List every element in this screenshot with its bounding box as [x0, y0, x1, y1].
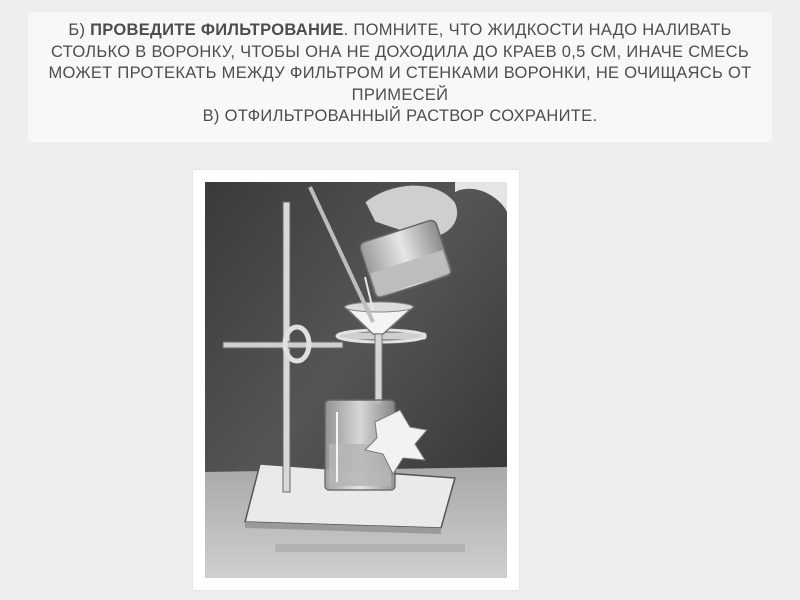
filtration-illustration: [205, 182, 507, 578]
instruction-text: [28, 20, 772, 128]
step-b-text: . ПОМНИТЕ, ЧТО ЖИДКОСТИ НАДО НАЛИВАТЬ СТОЛЬКО В ВОРОНКУ, ЧТОБЫ ОНА НЕ ДОХОДИЛА ДО КРАЕВ 0,5 СМ, ИНАЧЕ СМЕСЬ МОЖЕТ ПРОТЕКАТЬ МЕЖДУ ФИЛЬТРОМ И СТЕНКАМИ ВОРОНКИ, НЕ ОЧИЩАЯСЬ ОТ ПРИМЕСЕЙ: [48, 21, 752, 104]
step-b-prefix: Б): [68, 21, 91, 39]
filtration-photo: [205, 182, 507, 578]
step-b-title: ПРОВЕДИТЕ ФИЛЬТРОВАНИЕ: [90, 21, 344, 39]
photo-frame: [193, 170, 519, 590]
step-c-text: В) ОТФИЛЬТРОВАННЫЙ РАСТВОР СОХРАНИТЕ.: [202, 107, 598, 125]
